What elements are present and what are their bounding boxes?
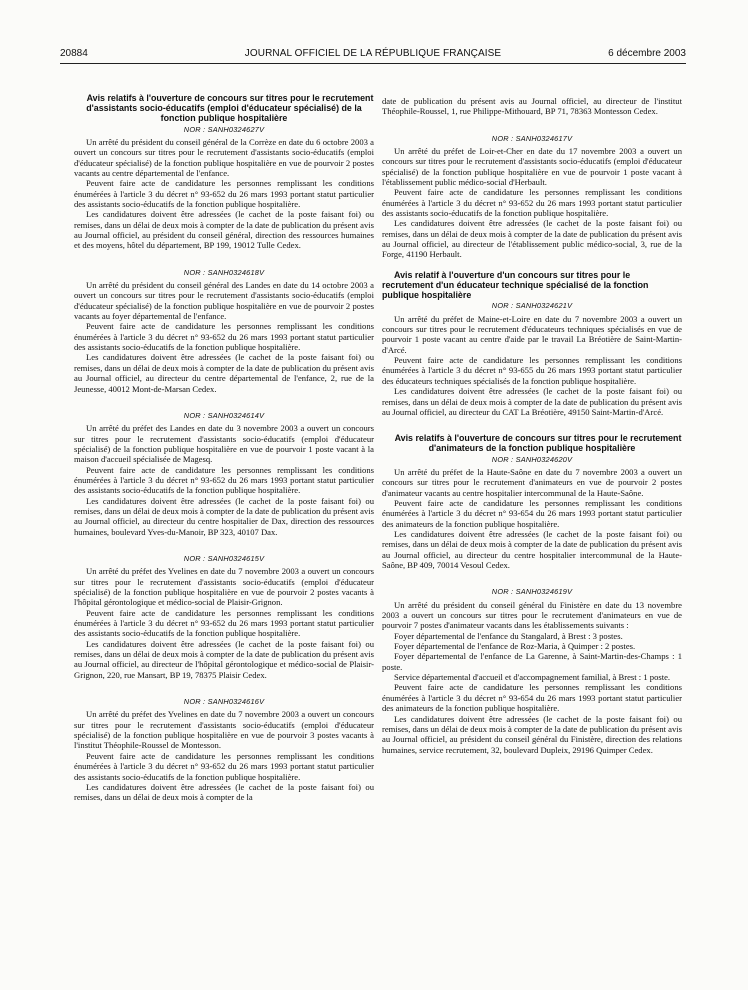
notice-paragraph: Peuvent faire acte de candidature les personnes remplissant les conditions énumérées à l'article 3 du décret n° 93-655 du 26 mars 1993 portant statut particulier des éducateurs techniques spécialisés de la fonction publique hospitalière. bbox=[382, 355, 682, 386]
page-number: 20884 bbox=[60, 48, 88, 59]
continuation-paragraph: date de publication du présent avis au Journal officiel, au directeur de l'institut Théophile-Roussel, 1, rue Philippe-Mithouard, BP 71, 78363 Montesson Cedex. bbox=[382, 96, 682, 117]
nor-reference: NOR : SANH0324620V bbox=[491, 454, 573, 464]
header-rule bbox=[60, 63, 686, 64]
list-item: Foyer départemental de l'enfance du Stangalard, à Brest : 3 postes. bbox=[394, 630, 623, 641]
section-title: Avis relatifs à l'ouverture de concours sur titres pour le recrutement d'animateurs de la fonction publique hospitalière bbox=[394, 433, 682, 454]
notice-paragraph: Un arrêté du président du conseil général du Finistère en date du 13 novembre 2003 a ouvert un concours sur titres pour le recrutement d'animateurs en vue de pourvoir 7 postes d'animateur vacants dans les établissements suivants : bbox=[382, 599, 682, 631]
notice-paragraph: Peuvent faire acte de candidature les personnes remplissant les conditions énumérées à l'article 3 du décret n° 93-652 du 26 mars 1993 portant statut particulier des assistants socio-éducatifs de la fonction publique hospitalière. bbox=[74, 464, 374, 496]
notice-paragraph: Un arrêté du président du conseil général des Landes en date du 14 octobre 2003 a ouvert un concours sur titres pour le recrutement d'assistants socio-éducatifs (emploi d'éducateur spécialisé) de la fonction publique hospitalière en vue de pourvoir 2 postes vacants au foyer départemental de l'enfance. bbox=[74, 280, 374, 322]
notice-paragraph: Les candidatures doivent être adressées (le cachet de la poste faisant foi) ou remises, dans un délai de deux mois à compter de la date de publication du présent avis au Journal officiel, au directeur du centre départemental de l'enfance, 2, rue de la Jeunesse, 40012 Mont-de-Marsan Cedex. bbox=[74, 352, 374, 394]
notice-paragraph: Un arrêté du préfet de la Haute-Saône en date du 7 novembre 2003 a ouvert un concours sur titres pour le recrutement d'animateurs en vue de pourvoir 2 postes d'animateur vacants au centre hospitalier intercommunal de la Haute-Saône. bbox=[382, 466, 682, 498]
notice-paragraph: Un arrêté du préfet de Maine-et-Loire en date du 7 novembre 2003 a ouvert un concours sur titres pour le recrutement d'éducateurs techniques spécialisés en vue de pourvoir 1 poste vacant au centre d'aide par le travail La Bréotière de Saint-Martin-d'Arcé. bbox=[382, 313, 682, 355]
list-item: Service départemental d'accueil et d'accompagnement familial, à Brest : 1 poste. bbox=[394, 672, 671, 683]
notice-paragraph: Un arrêté du préfet des Yvelines en date du 7 novembre 2003 a ouvert un concours sur titres pour le recrutement d'assistants socio-éducatifs (emploi d'éducateur spécialisé) de la fonction publique hospitalière en vue de pourvoir 2 postes vacants à l'hôpital gérontologique et médico-social de Plaisir-Grignon. bbox=[74, 566, 374, 608]
notice-paragraph: Un arrêté du préfet de Loir-et-Cher en date du 17 novembre 2003 a ouvert un concours sur titres pour le recrutement d'assistants socio-éducatifs (emploi d'éducateur spécialisé) de la fonction publique hospitalière en vue de pourvoir 1 poste vacant à l'établissement public médico-social d'Herbault. bbox=[382, 146, 682, 188]
nor-reference: NOR : SANH0324614V bbox=[183, 410, 265, 420]
notice-paragraph: Peuvent faire acte de candidature les personnes remplissant les conditions énumérées à l'article 3 du décret n° 93-652 du 26 mars 1993 portant statut particulier des assistants socio-éducatifs de la fonction publique hospitalière. bbox=[382, 187, 682, 219]
notice-paragraph: Les candidatures doivent être adressées (le cachet de la poste faisant foi) ou remises, dans un délai de deux mois à compter de la date de publication du présent avis au Journal officiel, au directeur de l'hôpital gérontologique et médico-social de Plaisir-Grignon, 220, rue Mansart, BP 19, 78375 Plaisir Cedex. bbox=[74, 638, 374, 680]
left-column bbox=[74, 93, 374, 803]
nor-reference: NOR : SANH0324618V bbox=[183, 267, 265, 277]
notice-paragraph: Un arrêté du préfet des Landes en date du 3 novembre 2003 a ouvert un concours sur titres pour le recrutement d'assistants socio-éducatifs (emploi d'éducateur spécialisé) de la fonction publique hospitalière en vue de pourvoir 1 poste vacant à la maison d'accueil spécialisée de Magesq. bbox=[74, 423, 374, 465]
nor-reference: NOR : SANH0324621V bbox=[491, 301, 573, 311]
notice-paragraph: Les candidatures doivent être adressées (le cachet de la poste faisant foi) ou remises, dans un délai de deux mois à compter de la date de publication du présent avis au Journal officiel, au directeur de l'établissement public médico-social, 3, rue de la Forge, 41190 Herbault. bbox=[382, 218, 682, 260]
notice-paragraph: Les candidatures doivent être adressées (le cachet de la poste faisant foi) ou remises, dans un délai de deux mois à compter de la date de publication du présent avis au Journal officiel, au directeur du centre hospitalier intercommunal de la Haute-Saône, BP 409, 70014 Vesoul Cedex. bbox=[382, 529, 682, 571]
list-item: Foyer départemental de l'enfance de Roz-Maria, à Quimper : 2 postes. bbox=[394, 641, 636, 652]
notice-paragraph: Les candidatures doivent être adressées (le cachet de la poste faisant foi) ou remises, dans un délai de deux mois à compter de la date de publication du présent avis au Journal officiel, au président du conseil général, direction des ressources humaines et des moyens, hôtel du département, BP 199, 19012 Tulle Cedex. bbox=[74, 209, 374, 251]
nor-reference: NOR : SANH0324617V bbox=[491, 133, 573, 143]
notice-paragraph: Les candidatures doivent être adressées (le cachet de la poste faisant foi) ou remises, dans un délai de deux mois à compter de la date de publication du présent avis au Journal officiel, au directeur du CAT La Bréotière, 49150 Saint-Martin-d'Arcé. bbox=[382, 386, 682, 417]
notice-paragraph: Peuvent faire acte de candidature les personnes remplissant les conditions énumérées à l'article 3 du décret n° 93-652 du 26 mars 1993 portant statut particulier des assistants socio-éducatifs de la fonction publique hospitalière. bbox=[74, 750, 374, 782]
publication-date: 6 décembre 2003 bbox=[608, 48, 686, 59]
page-header bbox=[60, 48, 686, 62]
notice-paragraph: Peuvent faire acte de candidature les personnes remplissant les conditions énumérées à l'article 3 du décret n° 93-652 du 26 mars 1993 portant statut particulier des assistants socio-éducatifs de la fonction publique hospitalière. bbox=[74, 607, 374, 639]
notice-paragraph: Peuvent faire acte de candidature les personnes remplissant les conditions énumérées à l'article 3 du décret n° 93-654 du 26 mars 1993 portant statut particulier des animateurs de la fonction publique hospitalière. bbox=[382, 497, 682, 529]
nor-reference: NOR : SANH0324619V bbox=[491, 587, 573, 597]
notice-paragraph: Peuvent faire acte de candidature les personnes remplissant les conditions énumérées à l'article 3 du décret n° 93-652 du 26 mars 1993 portant statut particulier des assistants socio-éducatifs de la fonction publique hospitalière. bbox=[74, 178, 374, 210]
notice-paragraph: Un arrêté du président du conseil général de la Corrèze en date du 6 octobre 2003 a ouvert un concours sur titres pour le recrutement d'assistants socio-éducatifs (emploi d'éducateur spécialisé) de la fonction publique hospitalière en vue de pourvoir 2 postes vacants au centre départemental de l'enfance. bbox=[74, 136, 374, 178]
section-title: Avis relatif à l'ouverture d'un concours sur titres pour le recrutement d'un éducateur technique spécialisé de la fonction publique hospitalière bbox=[382, 269, 649, 301]
right-column bbox=[382, 96, 682, 755]
nor-reference: NOR : SANH0324616V bbox=[183, 697, 265, 707]
section-title: Avis relatifs à l'ouverture de concours sur titres pour le recrutement d'assistants socio-éducatifs (emploi d'éducateur spécialisé) de la fonction publique hospitalière bbox=[86, 93, 374, 124]
journal-title: JOURNAL OFFICIEL DE LA RÉPUBLIQUE FRANÇAISE bbox=[244, 48, 502, 59]
notice-paragraph: Peuvent faire acte de candidature les personnes remplissant les conditions énumérées à l'article 3 du décret n° 93-652 du 26 mars 1993 portant statut particulier des assistants socio-éducatifs de la fonction publique hospitalière. bbox=[74, 321, 374, 353]
notice-paragraph: Un arrêté du préfet des Yvelines en date du 7 novembre 2003 a ouvert un concours sur titres pour le recrutement d'assistants socio-éducatifs (emploi d'éducateur spécialisé) de la fonction publique hospitalière en vue de pourvoir 3 postes vacants à l'institut Théophile-Roussel de Montesson. bbox=[74, 709, 374, 751]
notice-paragraph: Peuvent faire acte de candidature les personnes remplissant les conditions énumérées à l'article 3 du décret n° 93-654 du 26 mars 1993 portant statut particulier des animateurs de la fonction publique hospitalière. bbox=[382, 682, 682, 714]
notice-paragraph: Les candidatures doivent être adressées (le cachet de la poste faisant foi) ou remises, dans un délai de deux mois à compter de la bbox=[74, 781, 374, 803]
establishment-list bbox=[382, 631, 682, 683]
nor-reference: NOR : SANH0324627V bbox=[183, 124, 265, 134]
notice-paragraph: Les candidatures doivent être adressées (le cachet de la poste faisant foi) ou remises, dans un délai de deux mois à compter de la date de publication du présent avis au Journal officiel, au directeur du centre hospitalier de Dax, direction des ressources humaines, boulevard Yves-du-Manoir, BP 323, 40107 Dax. bbox=[74, 495, 374, 537]
nor-reference: NOR : SANH0324615V bbox=[183, 553, 265, 563]
list-item: Foyer départemental de l'enfance de La Garenne, à Saint-Martin-des-Champs : 1 poste. bbox=[382, 651, 682, 672]
notice-paragraph: Les candidatures doivent être adressées (le cachet de la poste faisant foi) ou remises, dans un délai de deux mois à compter de la date de publication du présent avis au Journal officiel, au président du conseil général du Finistère, direction des relations humaines, service recrutement, 32, boulevard Dupleix, 29196 Quimper Cedex. bbox=[382, 713, 682, 755]
